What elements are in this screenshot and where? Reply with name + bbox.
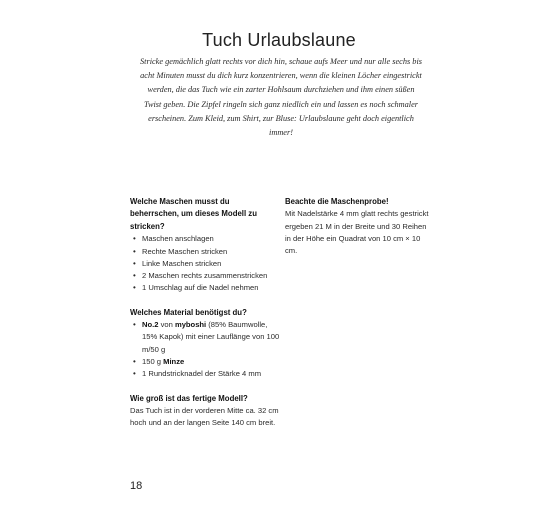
- list-item: • Linke Maschen stricken: [130, 258, 280, 270]
- list-item: • Maschen anschlagen: [130, 233, 280, 245]
- yarn-name: No.2: [142, 320, 159, 330]
- material-section: [130, 307, 280, 381]
- list-item: • 2 Maschen rechts zusammenstricken: [130, 270, 280, 282]
- gauge-section: [285, 196, 430, 258]
- skills-section: [130, 196, 280, 295]
- yarn-brand: myboshi: [174, 320, 207, 330]
- material-heading: Welches Material benötigst du?: [130, 307, 247, 317]
- list-item: • 1 Rundstricknadel der Stärke 4 mm: [130, 368, 280, 380]
- yarn-details: (85% Baumwolle, 15% Kapok) mit einer Lauflänge von 100 m/50 g: [142, 320, 280, 354]
- size-text: Das Tuch ist in der vorderen Mitte ca. 32 cm hoch und an der langen Seite 140 cm breit.: [130, 406, 279, 428]
- skills-heading: Welche Maschen musst du beherrschen, um dieses Modell zu stricken?: [130, 197, 257, 231]
- yarn-color: Minze: [163, 357, 185, 366]
- right-column: [285, 196, 430, 270]
- yarn-connector: von: [158, 320, 175, 330]
- page-number: 18: [130, 480, 143, 492]
- size-heading: Wie groß ist das fertige Modell?: [130, 393, 248, 403]
- intro-paragraph: Stricke gemächlich glatt rechts vor dich hin, schaue aufs Meer und nur alle sechs bis acht Minuten musst du dich kurz konzentrieren, wenn die kleinen Löcher eingestrickt werden, die das Tuch wie ein zarter Hohlsaum durchziehen und ihm einen süßen Twist geben. Die Zipfel ringeln sich ganz niedlich ein und lassen es noch schmaler erscheinen. Zum Kleid, zum Shirt, zur Bluse: Urlaubslaune geht doch eigentlich immer!: [140, 57, 422, 138]
- list-item: [130, 356, 280, 368]
- list-item: • 1 Umschlag auf die Nadel nehmen: [130, 282, 280, 294]
- yarn-amount: 150 g: [142, 357, 164, 366]
- material-list: [130, 319, 280, 380]
- left-column: [130, 196, 280, 442]
- size-section: [130, 393, 280, 430]
- list-item: [130, 319, 280, 356]
- page-title: Tuch Urlaubslaune: [202, 30, 356, 50]
- skills-list: [130, 233, 280, 294]
- list-item: • Rechte Maschen stricken: [130, 246, 280, 258]
- gauge-text: Mit Nadelstärke 4 mm glatt rechts gestrickt ergeben 21 M in der Breite und 30 Reihen in der Höhe ein Quadrat von 10 cm × 10 cm.: [285, 209, 429, 256]
- gauge-heading: Beachte die Maschenprobe!: [285, 197, 389, 206]
